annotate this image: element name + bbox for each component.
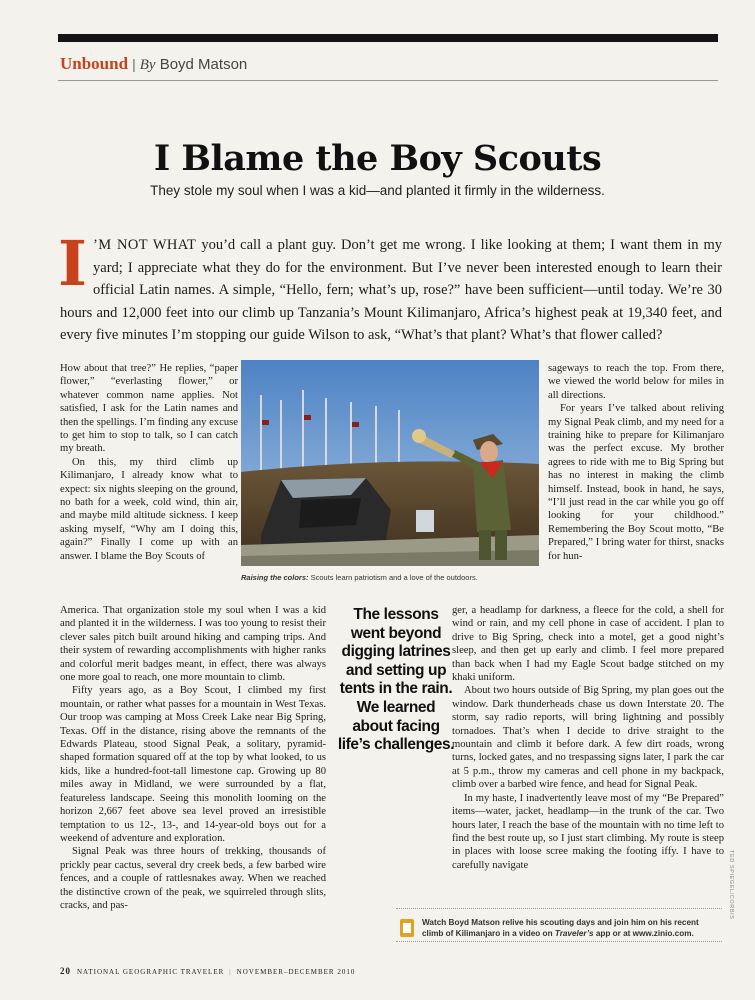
section-header: [60, 54, 247, 74]
video-promo: [396, 908, 722, 942]
headline: I Blame the Boy Scouts: [153, 138, 602, 179]
deck: They stole my soul when I was a kid—and planted it firmly in the wilderness.: [150, 183, 605, 198]
tablet-icon: [400, 919, 414, 937]
caption-text: Scouts learn patriotism and a love of the outdoors.: [308, 573, 478, 582]
magazine-name: NATIONAL GEOGRAPHIC TRAVELER: [77, 968, 225, 976]
photo-credit: TED SPIEGEL/CORBIS: [728, 850, 734, 920]
issue-date: NOVEMBER–DECEMBER 2010: [236, 968, 356, 976]
byline: [140, 56, 248, 73]
paragraph: sageways to reach the top. From there, we viewed the world below for miles in all directions.: [548, 363, 724, 401]
paragraph: Signal Peak was three hours of trekking, thousands of prickly pear cactus, several dry creek beds, a few barbed wire fences, and a couple of rattlesnakes away. When we reached the distinctive crown of the peak, we squirreled through slits, cracks, and pas-: [60, 846, 326, 911]
section-separator: |: [132, 56, 136, 72]
intro-paragraph: [58, 227, 723, 347]
intro-text: you’d call a plant guy. Don’t get me wrong. I like looking at them; I want them in my yard; I appreciate what they do for the environment. But I’ve never been interested enough to learn their official Latin names. A simple, “Hello, fern; what’s up, rose?” have been sufficient—until today. We’re 30 hours and 12,000 feet into our climb up Tanzania’s Mount Kilimanjaro, Africa’s highest peak at 19,340 feet, and every five minutes I’m stopping our guide Wilson to ask, “What’s that plant? What’s that flower called?: [60, 237, 723, 343]
lower-right-column: [452, 604, 724, 872]
promo-text-b: app or at www.zinio.com.: [593, 928, 694, 938]
paragraph: For years I’ve talked about reliving my Signal Peak climb, and my need for a training hike to prepare for Kilimanjaro was the perfect excuse. My brother agrees to ride with me to Big Spring but has no interest in making the climb himself. Instead, book in hand, he says, “I’ll just read in the car while you go off looking for your childhood.” Remembering the Boy Scout motto, “Be Prepared,” I bring water for thirst, snacks for hun-: [548, 403, 724, 562]
pull-quote: The lessons went beyond digging latrines and setting up tents in the rain. We learned about facing life’s challenges.: [337, 606, 455, 754]
section-rule: [58, 80, 718, 81]
paragraph: About two hours outside of Big Spring, my plan goes out the window. Dark thunderheads chase us down Interstate 20. The storm, say radio reports, will bring lightning and possibly tornadoes. That’s when I decide to drive straight to the mountain and climb it before dark. A few dirt roads, wrong turns, locked gates, and no trespassing signs later, I park the car at 5 p.m., throw my cameras and cell phone in my backpack, climb over a barbed wire fence, and head for Signal Peak.: [452, 685, 724, 791]
page-number: 20: [60, 966, 71, 976]
paragraph: America. That organization stole my soul when I was a kid and planted it in the wilderness. I was too young to resist their clever sales pitch built around hiking and camping trips. And their system of rewarding accomplishments with higher ranks and colorful merit badges meant, in effect, there was always one more goal to reach, one more mountain to climb.: [60, 605, 326, 684]
paragraph: ger, a headlamp for darkness, a fleece for the cold, a shell for wind or rain, and my cell phone in case of accident. I plan to drive to Big Spring, check into a motel, get a good night’s sleep, and then get up early and climb. I feel more prepared than back when I had my Eagle Scout badge stitched on my khaki uniform.: [452, 605, 724, 684]
photo-illustration: [241, 360, 539, 566]
left-column: [60, 362, 238, 563]
footer-separator: |: [229, 968, 232, 976]
byline-by: By: [139, 57, 156, 73]
paragraph: In my haste, I inadvertently leave most of my “Be Prepared” items—water, jacket, headlamp—in the trunk of the car. Two hours later, I reach the base of the mountain with no time left to find the best route up, so I just start climbing. My route is steep in places with loose scree making the footing iffy. I have to carefully navigate: [452, 792, 724, 871]
top-rule: [58, 34, 718, 42]
paragraph: Fifty years ago, as a Boy Scout, I climbed my first mountain, or rather what passes for a mountain in West Texas. Our troop was camping at Moss Creek Lake near Big Spring, Texas. Off in the distance, rising above the remnants of the Edwards Plateau, stood Signal Peak, a solitary, pyramid-shaped formation squared off at the top by what looked, to us kids, like a hundred-foot-tall limestone cap. Growing up 80 miles away in Midland, we were surrounded by a flat, featureless landscape. Seeing this monolith looming on the horizon 2,667 feet above sea level proved an irresistible temptation to us 12-, 13-, and 14-year-old boys out for a weekend of adventure and exploration.: [60, 685, 326, 844]
drop-cap: I: [58, 227, 88, 300]
page-footer: [60, 966, 355, 976]
lower-left-column: [60, 604, 326, 912]
caption-lead: Raising the colors:: [241, 573, 309, 582]
video-promo-text: [422, 918, 720, 939]
section-name: Unbound: [60, 54, 129, 73]
promo-text-a: Watch Boyd Matson relive his scouting days and join him on his recent climb of Kilimanjaro in a video on: [422, 918, 699, 938]
scout-bugler-photo: [241, 360, 539, 566]
photo-caption: [241, 573, 541, 582]
paragraph: On this, my third climb up Kilimanjaro, I already know what to expect: six nights sleeping on the ground, no bath for a week, cold wind, thin air, and maybe mild altitude sickness. I keep asking myself, “Why am I doing this, again?” Finally I come up with an answer. I blame the Boy Scouts of: [60, 456, 238, 562]
paragraph: How about that tree?” He replies, “paper flower,” “everlasting flower,” or whatever common name applies. Not satisfied, I ask for the Latin names and then the spellings. I’m finding any excuse to get him to stop to talk, so I can catch my breath.: [60, 363, 238, 455]
byline-author: Boyd Matson: [159, 56, 248, 73]
promo-app-name: Traveler’s: [554, 928, 594, 938]
intro-smallcaps: ’M NOT WHAT: [93, 237, 197, 253]
right-column: [548, 362, 724, 563]
